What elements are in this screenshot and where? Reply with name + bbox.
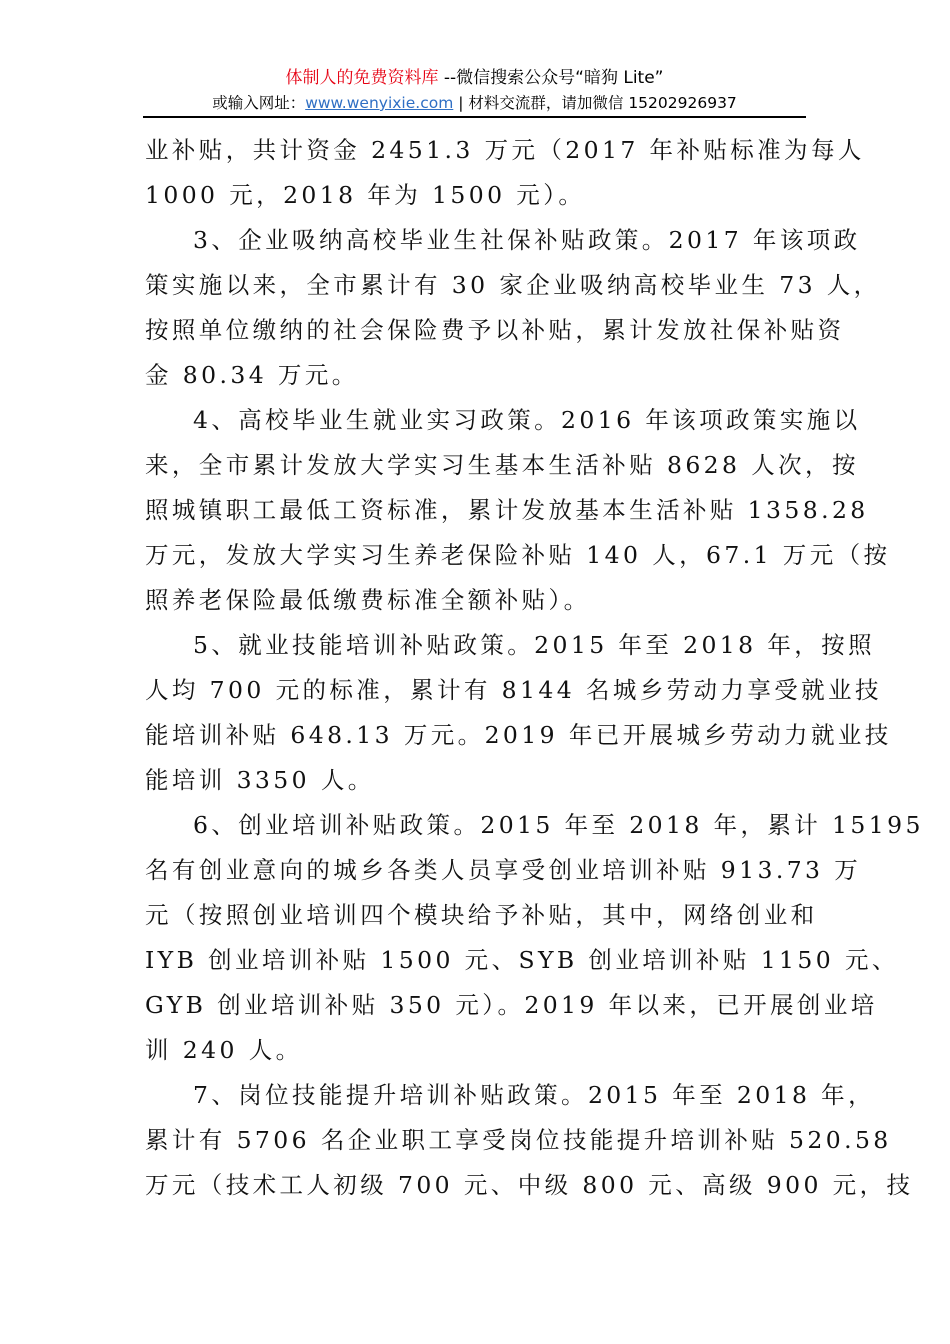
text-line: 金 80.34 万元。 bbox=[145, 361, 359, 389]
text-line: 1000 元，2018 年为 1500 元）。 bbox=[145, 181, 586, 209]
document-body bbox=[145, 128, 924, 1208]
text-line: 能培训补贴 648.13 万元。2019 年已开展城乡劳动力就业技 bbox=[145, 721, 892, 749]
header-divider bbox=[143, 116, 806, 118]
header-line-2 bbox=[143, 91, 806, 115]
text-line: 能培训 3350 人。 bbox=[145, 766, 375, 794]
text-line: 照城镇职工最低工资标准，累计发放基本生活补贴 1358.28 bbox=[145, 496, 869, 524]
paragraph-6-heading-line: 6、创业培训补贴政策。2015 年至 2018 年，累计 15195 bbox=[193, 811, 924, 839]
text-line: 训 240 人。 bbox=[145, 1036, 303, 1064]
paragraph-4-heading-line: 4、高校毕业生就业实习政策。2016 年该项政策实施以 bbox=[193, 406, 861, 434]
paragraph-3-heading-line: 3、企业吸纳高校毕业生社保补贴政策。2017 年该项政 bbox=[193, 226, 861, 254]
text-line: 人均 700 元的标准，累计有 8144 名城乡劳动力享受就业技 bbox=[145, 676, 882, 704]
text-line: 万元（技术工人初级 700 元、中级 800 元、高级 900 元，技 bbox=[145, 1171, 914, 1199]
text-line: 来，全市累计发放大学实习生基本生活补贴 8628 人次，按 bbox=[145, 451, 859, 479]
text-line: 元（按照创业培训四个模块给予补贴，其中，网络创业和 bbox=[145, 901, 818, 929]
url-prefix: 或输入网址： bbox=[212, 94, 306, 112]
text-line: 名有创业意向的城乡各类人员享受创业培训补贴 913.73 万 bbox=[145, 856, 862, 884]
text-line: IYB 创业培训补贴 1500 元、SYB 创业培训补贴 1150 元、 bbox=[145, 946, 899, 974]
brand-title: 体制人的免费资料库 bbox=[285, 68, 439, 88]
website-link[interactable]: www.wenyixie.com bbox=[305, 94, 454, 112]
page-header bbox=[143, 66, 806, 115]
header-tagline: --微信搜索公众号“暗狗 Lite” bbox=[438, 68, 664, 88]
text-line: 万元，发放大学实习生养老保险补贴 140 人，67.1 万元（按 bbox=[145, 541, 891, 569]
text-line: 业补贴，共计资金 2451.3 万元（2017 年补贴标准为每人 bbox=[145, 136, 865, 164]
text-line: 照养老保险最低缴费标准全额补贴）。 bbox=[145, 586, 591, 614]
text-line: GYB 创业培训补贴 350 元）。2019 年以来，已开展创业培 bbox=[145, 991, 878, 1019]
paragraph-5-heading-line: 5、就业技能培训补贴政策。2015 年至 2018 年，按照 bbox=[193, 631, 875, 659]
contact-info: | 材料交流群，请加微信 15202926937 bbox=[453, 94, 737, 112]
header-line-1 bbox=[143, 66, 806, 91]
paragraph-7-heading-line: 7、岗位技能提升培训补贴政策。2015 年至 2018 年， bbox=[193, 1081, 875, 1109]
text-line: 按照单位缴纳的社会保险费予以补贴，累计发放社保补贴资 bbox=[145, 316, 845, 344]
text-line: 策实施以来，全市累计有 30 家企业吸纳高校毕业生 73 人， bbox=[145, 271, 881, 299]
text-line: 累计有 5706 名企业职工享受岗位技能提升培训补贴 520.58 bbox=[145, 1126, 892, 1154]
